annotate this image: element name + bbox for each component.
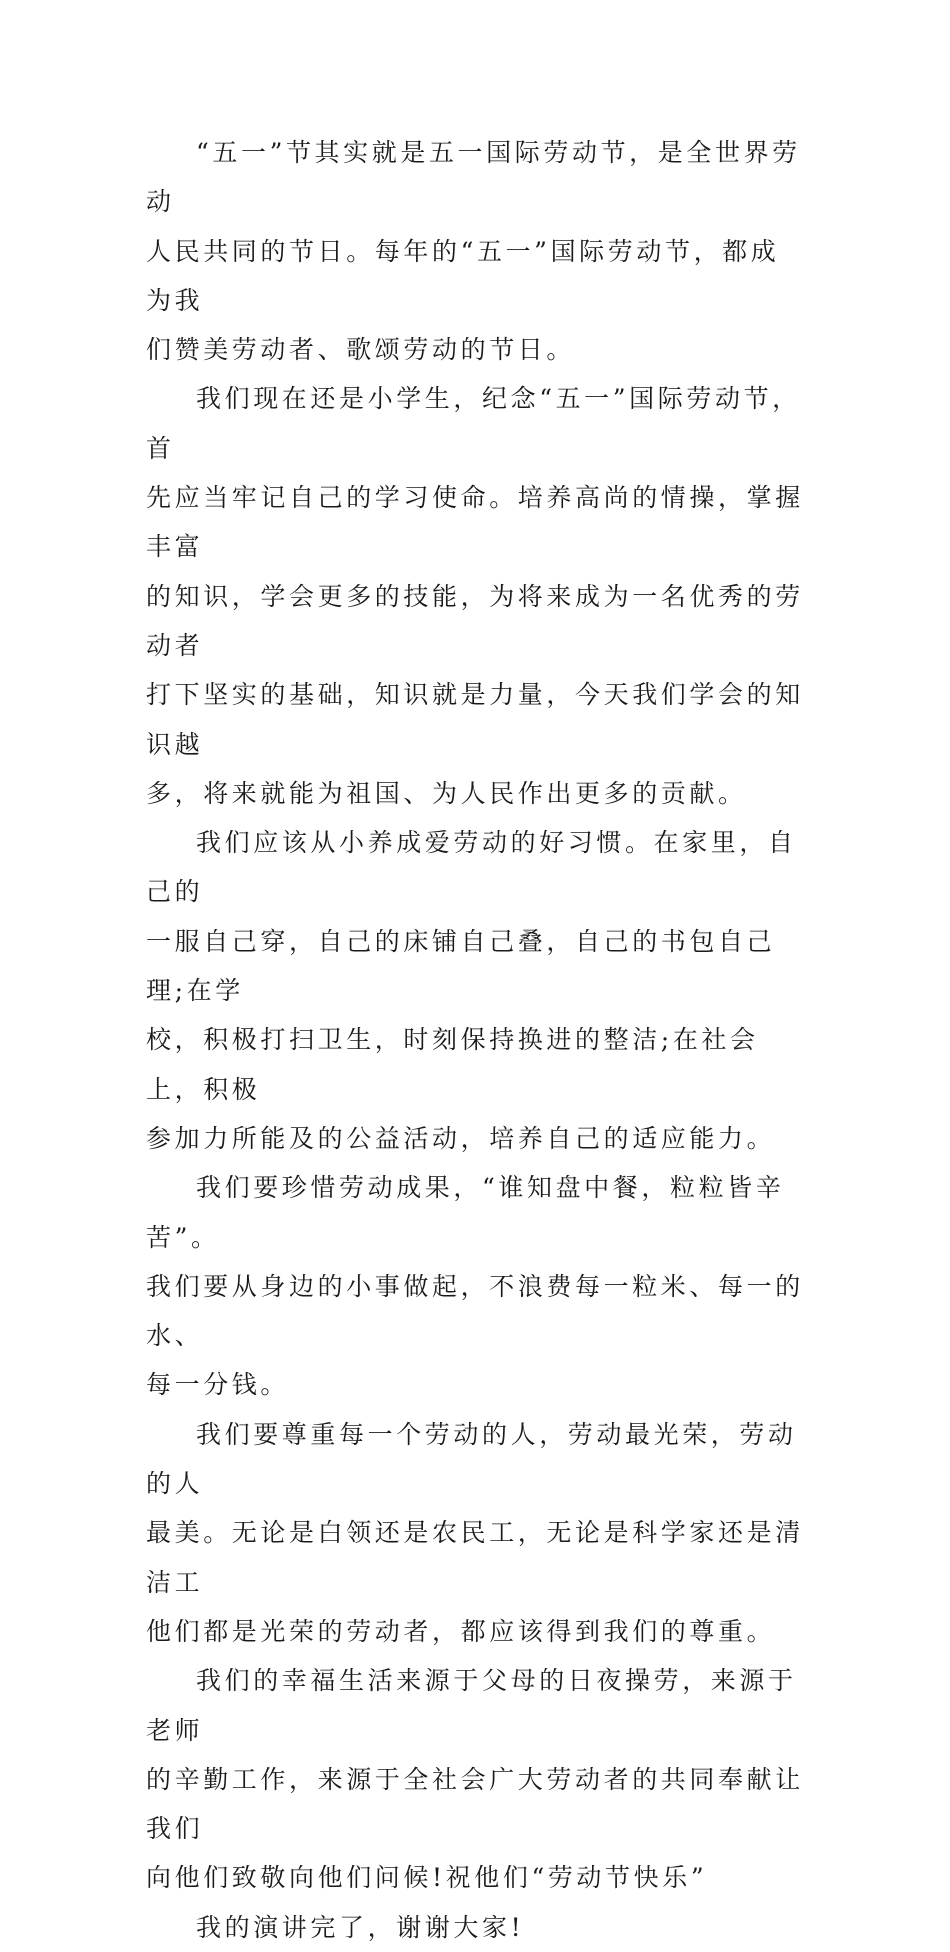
paragraph-1: “五一”节其实就是五一国际劳动节，是全世界劳动 人民共同的节日。每年的“五一”国际劳动节，都成为我 们赞美劳动者、歌颂劳动的节日。 <box>146 138 801 365</box>
paragraph-3: 我们应该从小养成爱劳动的好习惯。在家里，自己的 一服自己穿，自己的床铺自己叠，自己的书包自己理;在学 校，积极打扫卫生，时刻保持换进的整洁;在社会上，积极 参加力所能及的公益活动，培养自己的适应能力。 <box>146 828 797 1153</box>
speech-body <box>146 128 806 1952</box>
paragraph-2: 我们现在还是小学生，纪念“五一”国际劳动节，首 先应当牢记自己的学习使命。培养高尚的情操，掌握丰富 的知识，学会更多的技能，为将来成为一名优秀的劳动者 打下坚实的基础，知识就是力量，今天我们学会的知识越 多，将来就能为祖国、为人民作出更多的贡献。 <box>146 384 804 808</box>
paragraph-5: 我们要尊重每一个劳动的人，劳动最光荣，劳动的人 最美。无论是白领还是农民工，无论是科学家还是清洁工 他们都是光荣的劳动者，都应该得到我们的尊重。 <box>146 1419 804 1646</box>
paragraph-7: 我的演讲完了，谢谢大家! <box>196 1912 525 1942</box>
paragraph-6: 我们的幸福生活来源于父母的日夜操劳，来源于老师 的辛勤工作，来源于全社会广大劳动者的共同奉献让我们 向他们致敬向他们问候!祝他们“劳动节快乐” <box>146 1666 804 1893</box>
paragraph-4: 我们要珍惜劳动成果，“谁知盘中餐，粒粒皆辛苦”。 我们要从身边的小事做起，不浪费每一粒米、每一的水、 每一分钱。 <box>146 1173 804 1400</box>
